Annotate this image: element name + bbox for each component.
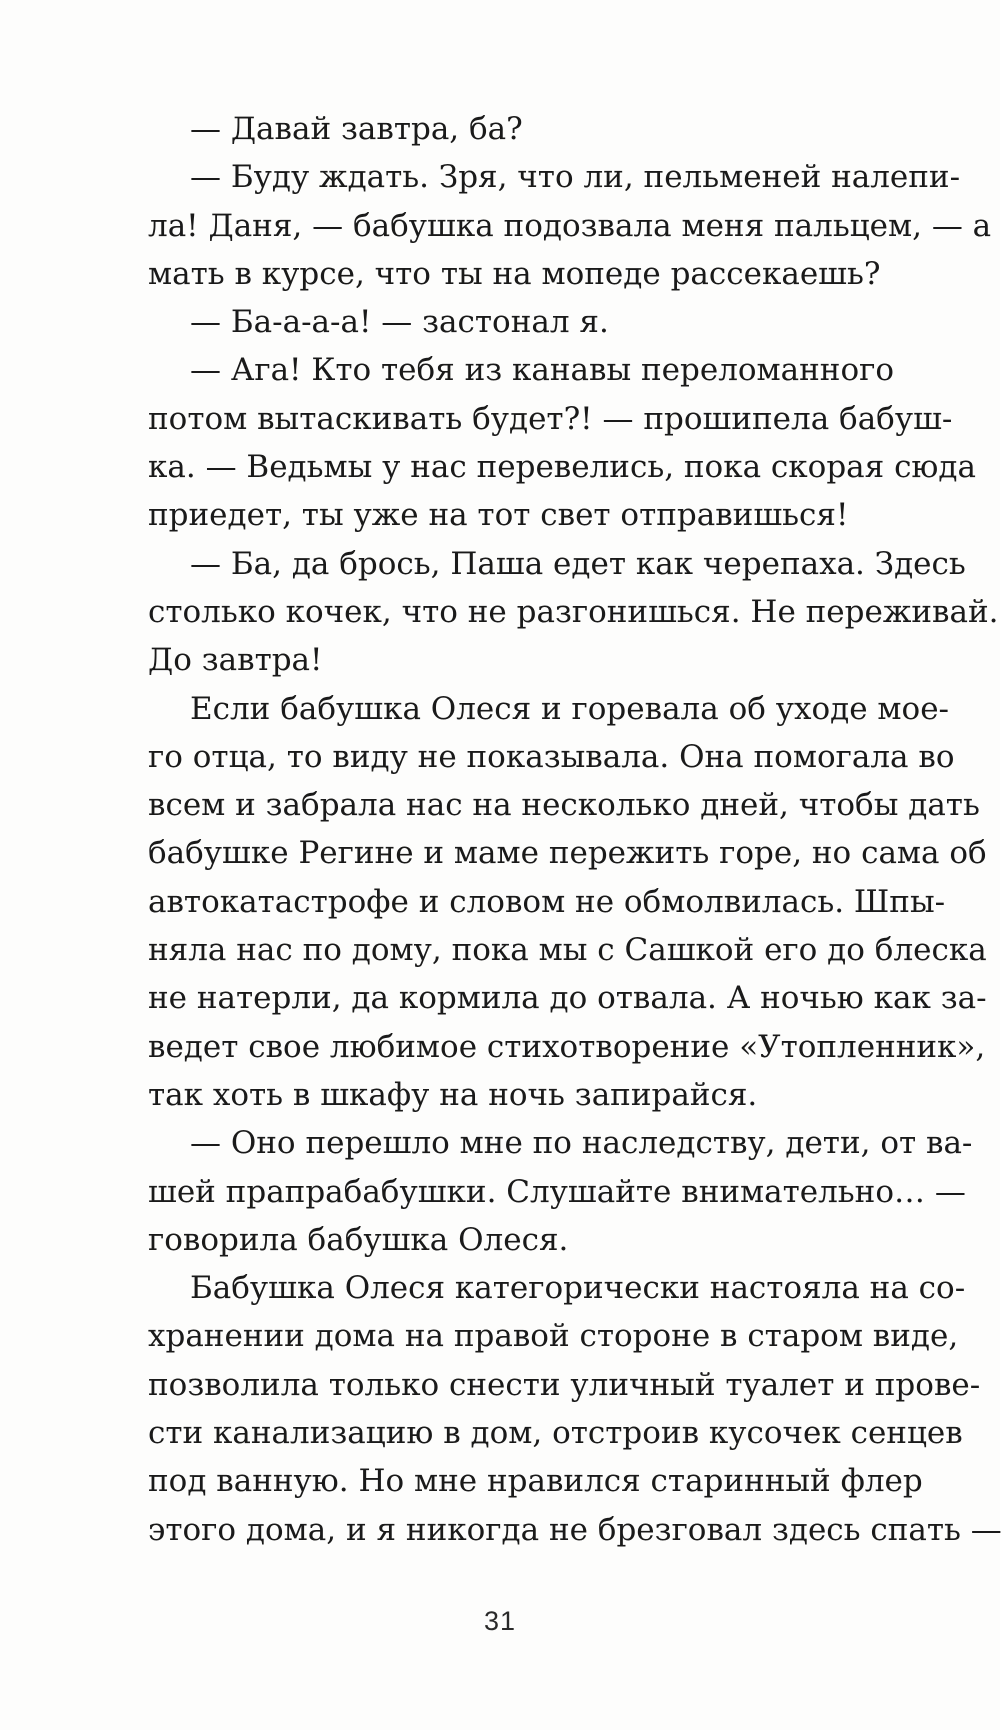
text-line: автокатастрофе и словом не обмолвилась. Шпы- <box>148 883 946 920</box>
text-line: под ванную. Но мне нравился старинный флер <box>148 1463 923 1500</box>
text-line: мать в курсе, что ты на мопеде рассекаешь? <box>148 255 881 292</box>
page-number: 31 <box>483 1606 517 1636</box>
text-line: До завтра! <box>148 642 323 679</box>
text-line: не натерли, да кормила до отвала. А ночью как за- <box>148 980 987 1017</box>
text-line: всем и забрала нас на несколько дней, чтобы дать <box>148 787 980 824</box>
text-line: говорила бабушка Олеся. <box>148 1221 569 1258</box>
text-line: — Давай завтра, ба? <box>190 111 523 147</box>
text-line: Если бабушка Олеся и горевала об уходе мое- <box>190 690 950 727</box>
text-line: ла! Даня, — бабушка подозвала меня пальцем, — а <box>148 207 992 244</box>
text-line: Бабушка Олеся категорически настояла на со- <box>190 1270 966 1307</box>
text-line: бабушке Регине и маме пережить горе, но сама об <box>148 835 987 872</box>
text-line: потом вытаскивать будет?! — прошипела бабуш- <box>148 400 953 437</box>
text-line: ка. — Ведьмы у нас перевелись, пока скорая сюда <box>148 449 976 486</box>
text-line: хранении дома на правой стороне в старом виде, <box>148 1318 959 1355</box>
text-line: столько кочек, что не разгонишься. Не переживай. <box>148 593 999 630</box>
text-line: так хоть в шкафу на ночь запирайся. <box>148 1076 758 1113</box>
text-line: го отца, то виду не показывала. Она помогала во <box>148 738 955 775</box>
text-line: — Ба, да брось, Паша едет как черепаха. Здесь <box>190 545 966 582</box>
text-line: — Оно перешло мне по наследству, дети, от ва- <box>190 1125 973 1162</box>
text-line: сти канализацию в дом, отстроив кусочек сенцев <box>148 1415 963 1452</box>
text-line: позволила только снести уличный туалет и прове- <box>148 1366 981 1403</box>
text-line: — Ага! Кто тебя из канавы переломанного <box>190 352 895 389</box>
text-line: — Буду ждать. Зря, что ли, пельменей налепи- <box>190 159 961 196</box>
text-line: приедет, ты уже на тот свет отправишься! <box>148 497 849 534</box>
text-line: ведет свое любимое стихотворение «Утопленник», <box>148 1028 986 1065</box>
text-line: няла нас по дому, пока мы с Сашкой его до блеска <box>148 932 987 969</box>
body-text <box>148 105 1002 1554</box>
text-line: — Ба-а-а-а! — застонал я. <box>190 304 609 341</box>
text-line: шей прапрабабушки. Слушайте внимательно… — <box>148 1173 966 1210</box>
text-line: этого дома, и я никогда не брезговал здесь спать — <box>148 1511 1002 1548</box>
